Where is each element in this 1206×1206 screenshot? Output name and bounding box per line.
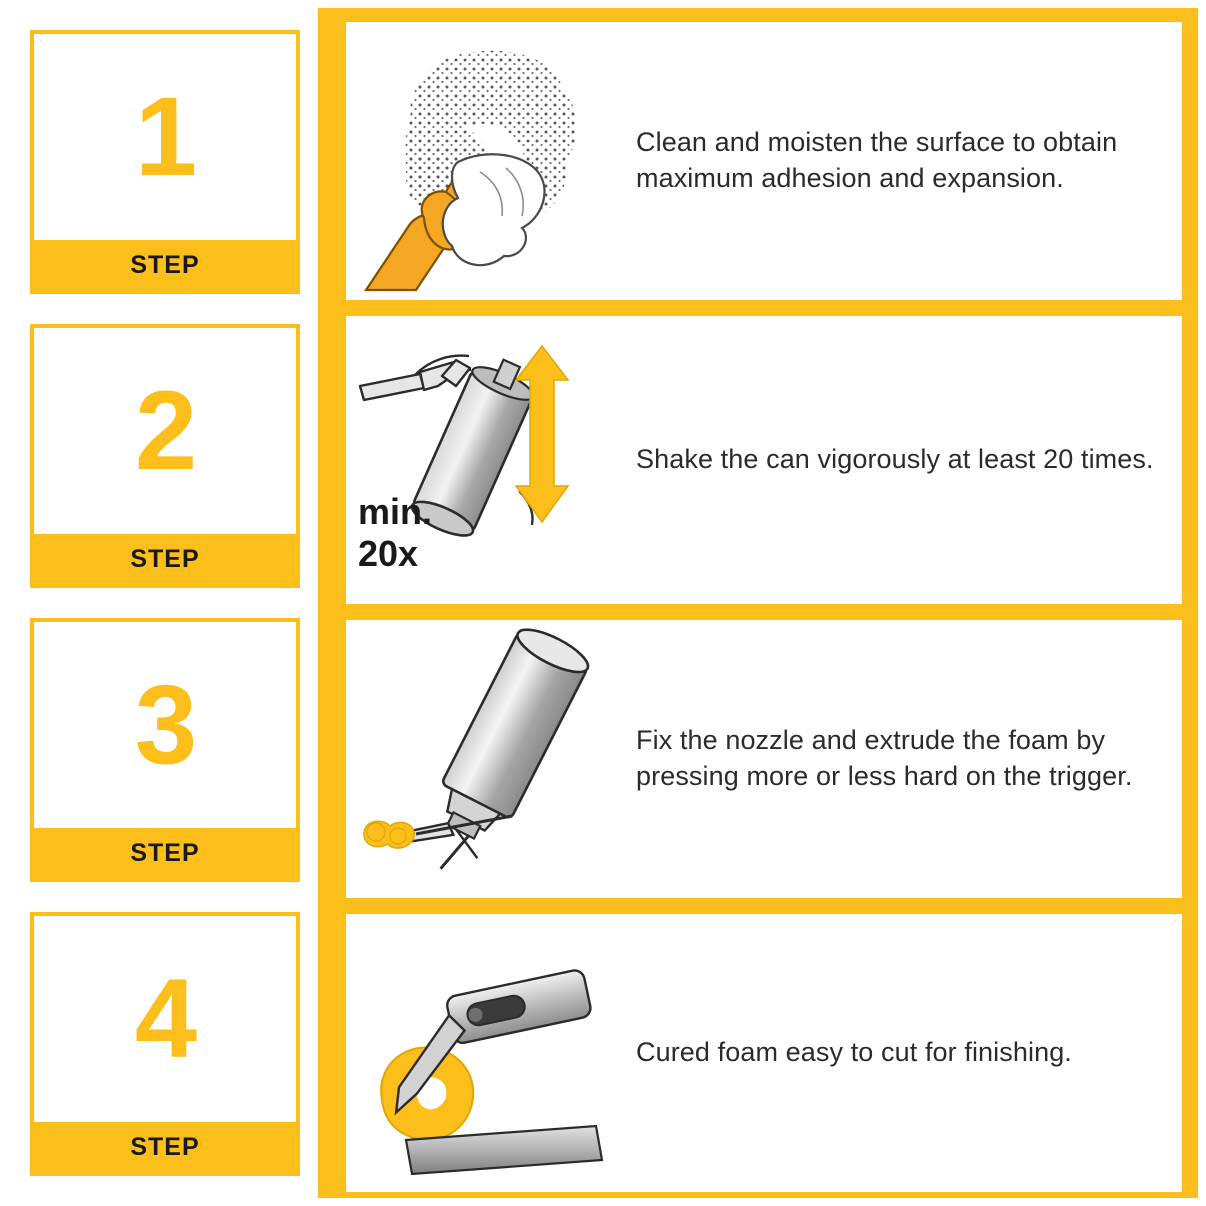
step-number-4: 4 (134, 956, 196, 1081)
step-number-2: 2 (134, 368, 196, 493)
step-label-3: STEP (34, 828, 296, 878)
instruction-panel-2 (346, 316, 1182, 604)
instruction-text-1: Clean and moisten the surface to obtain maximum adhesion and expansion. (636, 127, 1118, 193)
sheet-edge-left (0, 0, 8, 1206)
step-number-column (8, 8, 318, 1198)
instruction-panel-1 (346, 22, 1182, 300)
shaking-foam-can-icon (346, 316, 636, 604)
utility-knife-cutting-foam-icon (346, 914, 636, 1192)
step-label-1: STEP (34, 240, 296, 290)
step-label-4: STEP (34, 1122, 296, 1172)
instruction-panel-column (330, 8, 1198, 1198)
step-number-1: 1 (134, 74, 196, 199)
instruction-text-3: Fix the nozzle and extrude the foam by pressing more or less hard on the trigger. (636, 725, 1133, 791)
instruction-panel-3 (346, 620, 1182, 898)
instruction-text-2: Shake the can vigorously at least 20 times. (636, 444, 1154, 475)
step-card-3 (30, 618, 300, 882)
step-card-4 (30, 912, 300, 1176)
instruction-text-4: Cured foam easy to cut for finishing. (636, 1037, 1072, 1068)
sheet-edge-bottom (0, 1198, 1206, 1206)
step-card-1 (30, 30, 300, 294)
shake-overlay-line-2: 20x (358, 533, 419, 574)
sheet-edge-top (0, 0, 1206, 8)
instruction-panel-4 (346, 914, 1182, 1192)
sheet-edge-right (1198, 0, 1206, 1206)
step-label-2: STEP (34, 534, 296, 584)
foam-gun-extruding-icon (346, 620, 636, 898)
step-number-3: 3 (134, 662, 196, 787)
shake-overlay-line-1: min. (358, 491, 433, 532)
step-card-2 (30, 324, 300, 588)
gloved-hand-wiping-wall-icon (346, 22, 636, 300)
